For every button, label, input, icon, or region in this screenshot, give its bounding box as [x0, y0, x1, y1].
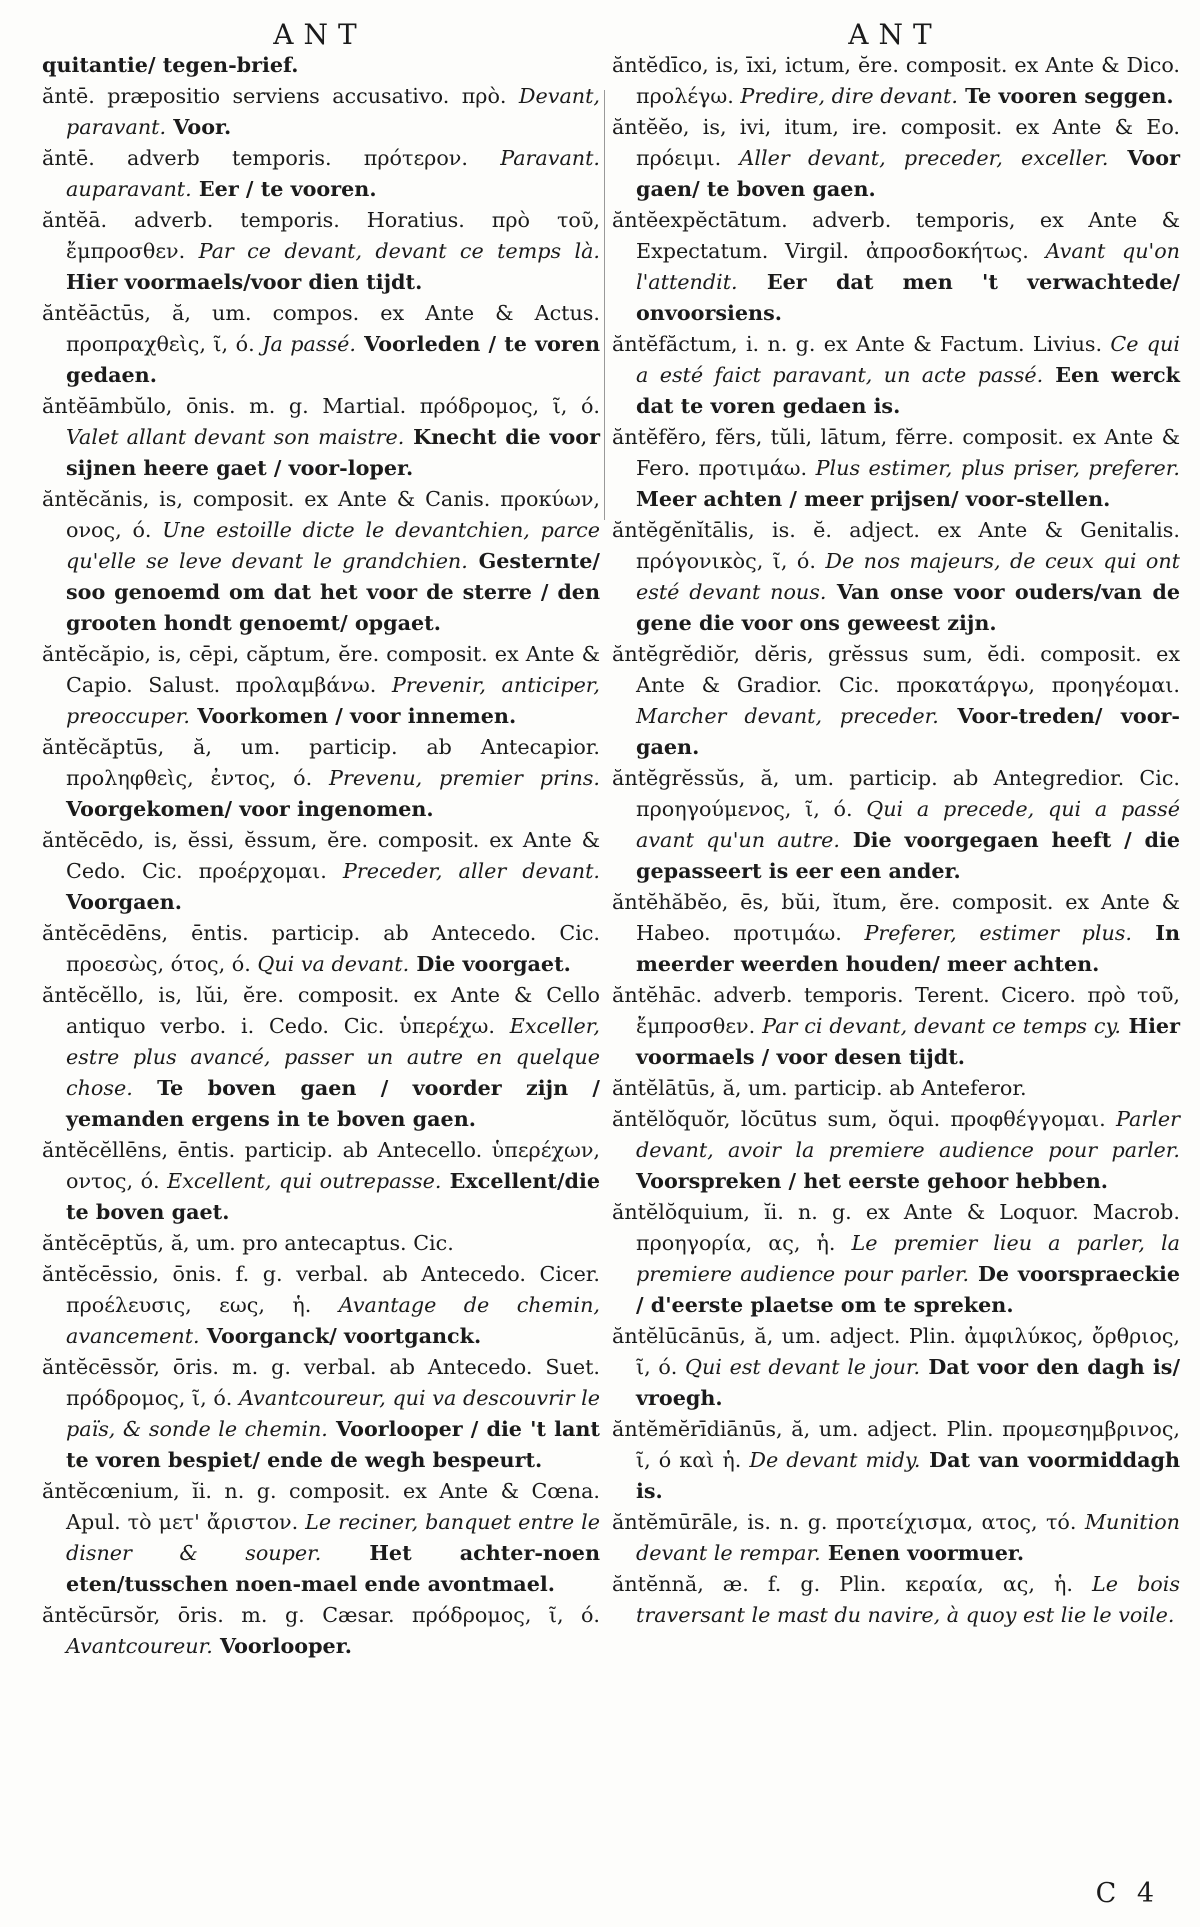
- dictionary-entry: [612, 1073, 1180, 1104]
- entry-latin-text: ăntĕhāc. adverb. temporis. Terent. Cicero. πρὸ τοῦ, ἔμπροσθεν.: [612, 983, 1180, 1038]
- dictionary-entry: [42, 298, 600, 391]
- entry-french-gloss: Avantage de chemin, avancement.: [66, 1293, 600, 1348]
- entry-latin-text: ăntĕcăptūs, ă, um. particip. ab Antecapior. προληφθεὶς, ἐντος, ό.: [42, 735, 600, 790]
- entry-latin-text: ăntĕmūrāle, is. n. g. προτείχισμα, ατος, τό.: [612, 1510, 1077, 1534]
- entry-latin-text: ăntĕcănis, is, composit. ex Ante & Canis. πρoκύων, ονος, ό.: [42, 487, 600, 542]
- entry-french-gloss: Avantcoureur, qui va descouvrir le païs, & sonde le chemin.: [66, 1386, 601, 1441]
- right-column: [612, 50, 1180, 1631]
- dictionary-entry: [42, 50, 600, 81]
- entry-french-gloss: Par ce devant, devant ce temps là.: [185, 239, 600, 263]
- dictionary-entry: [612, 1569, 1180, 1631]
- entry-latin-text: ăntĕcūrsŏr, ōris. m. g. Cæsar. πρόδρομος, ῖ, ό.: [42, 1603, 600, 1627]
- entry-latin-text: ăntĕcēssio, ōnis. f. g. verbal. ab Antecedo. Cicer. προέλευσις, εως, ἡ.: [42, 1262, 600, 1317]
- entry-french-gloss: Excellent, qui outrepasse.: [159, 1169, 442, 1193]
- entry-latin-text: ăntĕfĕro, fĕrs, tŭli, lātum, fĕrre. composit. ex Ante & Fero. προτιμάω.: [612, 425, 1180, 480]
- entry-dutch-gloss: Van onse voor ouders/van de gene die voor ons geweest zijn.: [636, 580, 1180, 635]
- entry-latin-text: ăntĕāctūs, ă, um. compos. ex Ante & Actus. πρoπραχθεὶς, ῖ, ό.: [42, 301, 600, 356]
- dictionary-entry: [612, 1104, 1180, 1197]
- entry-latin-text: ăntĕlātūs, ă, um. particip. ab Anteferor.: [612, 1076, 1027, 1100]
- dictionary-entry: [612, 205, 1180, 329]
- dictionary-entry: [42, 143, 600, 205]
- entry-french-gloss: Preferer, estimer plus.: [841, 921, 1132, 945]
- entry-french-gloss: Une estoille dicte le devantchien, parce qu'elle se leve devant le grandchien.: [66, 518, 600, 573]
- entry-dutch-gloss: Gesternte/ soo genoemd om dat het voor de sterre / den grooten hondt genoemt/ opgaet.: [66, 549, 600, 635]
- entry-dutch-gloss: In meerder weerden houden/ meer achten.: [636, 921, 1181, 976]
- entry-french-gloss: Le reciner, banquet entre le disner & souper.: [66, 1510, 600, 1565]
- right-running-head: ANT: [848, 18, 942, 51]
- entry-dutch-gloss: Voorgekomen/ voor ingenomen.: [66, 797, 434, 821]
- entry-dutch-gloss: quitantie/ tegen-brief.: [42, 53, 299, 77]
- dictionary-entry: [42, 825, 600, 918]
- entry-dutch-gloss: Dat voor den dagh is/ vroegh.: [636, 1355, 1180, 1410]
- dictionary-entry: [42, 1259, 600, 1352]
- dictionary-entry: [42, 1352, 600, 1476]
- entry-latin-text: ăntĕlŏquŏr, lŏcūtus sum, ŏqui. προφθέγγομαι.: [612, 1107, 1106, 1131]
- entry-dutch-gloss: Knecht die voor sijnen heere gaet / voor-loper.: [66, 425, 600, 480]
- entry-french-gloss: Qui a precede, qui a passé avant qu'un autre.: [636, 797, 1180, 852]
- dictionary-entry: [612, 329, 1180, 422]
- entry-french-gloss: Devant, paravant.: [66, 84, 600, 139]
- dictionary-entry: [42, 484, 600, 639]
- dictionary-entry: [42, 918, 600, 980]
- entry-latin-text: ăntĕcēdēns, ēntis. particip. ab Antecedo. Cic. προεσὼς, ότος, ό.: [42, 921, 600, 976]
- dictionary-entry: [612, 980, 1180, 1073]
- entry-latin-text: ăntĕnnă, æ. f. g. Plin. κεραία, ας, ἡ.: [612, 1572, 1073, 1596]
- dictionary-entry: [42, 81, 600, 143]
- entry-dutch-gloss: Voorspreken / het eerste gehoor hebben.: [636, 1169, 1108, 1193]
- entry-french-gloss: Ja passé.: [254, 332, 356, 356]
- entry-latin-text: ăntĕāmbŭlo, ōnis. m. g. Martial. πρόδρομος, ῖ, ό.: [42, 394, 600, 418]
- entry-french-gloss: Aller devant, preceder, exceller.: [721, 146, 1109, 170]
- entry-french-gloss: Ce qui a esté faict paravant, un acte passé.: [636, 332, 1180, 387]
- entry-french-gloss: Exceller, estre plus avancé, passer un autre en quelque chose.: [66, 1014, 600, 1100]
- entry-latin-text: ăntĕexpĕctātum. adverb. temporis, ex Ante & Expectatum. Virgil. ἀπροσδοκήτως.: [612, 208, 1180, 263]
- dictionary-entry: [42, 732, 600, 825]
- entry-dutch-gloss: Eer dat men 't verwachtede/ onvoorsiens.: [636, 270, 1180, 325]
- entry-dutch-gloss: Voorkomen / voor innemen.: [190, 704, 517, 728]
- dictionary-entry: [612, 1414, 1180, 1507]
- entry-dutch-gloss: Te vooren seggen.: [957, 84, 1174, 108]
- entry-latin-text: ăntĕgrĕdiŏr, dĕris, grĕssus sum, ĕdi. composit. ex Ante & Gradior. Cic. προκατάργω, προηγέομαι.: [612, 642, 1180, 697]
- entry-french-gloss: Le bois traversant le mast du navire, à quoy est lie le voile.: [636, 1572, 1180, 1627]
- entry-french-gloss: Qui va devant.: [250, 952, 410, 976]
- dictionary-entry: [612, 1507, 1180, 1569]
- left-column: [42, 50, 600, 1662]
- entry-dutch-gloss: Hier voormaels / voor desen tijdt.: [636, 1014, 1180, 1069]
- entry-latin-text: ăntĕmĕrīdiānūs, ă, um. adject. Plin. προμεσημβρινος, ῖ, ό καὶ ἡ.: [612, 1417, 1180, 1472]
- entry-dutch-gloss: Meer achten / meer prijsen/ voor-stellen.: [636, 487, 1111, 511]
- entry-latin-text: ăntĕcĕllo, is, lŭi, ĕre. composit. ex Ante & Cello antiquo verbo. i. Cedo. Cic. ὑπερέχω.: [42, 983, 600, 1038]
- entry-french-gloss: De devant midy.: [741, 1448, 921, 1472]
- entry-latin-text: ăntĕcăpio, is, cēpi, căptum, ĕre. composit. ex Ante & Capio. Salust. προλαμβάνω.: [42, 642, 600, 697]
- entry-french-gloss: Marcher devant, preceder.: [636, 704, 939, 728]
- entry-french-gloss: Prevenu, premier prins.: [312, 766, 600, 790]
- dictionary-entry: [42, 1600, 600, 1662]
- signature-mark: C 4: [1095, 1878, 1160, 1909]
- entry-french-gloss: Avant qu'on l'attendit.: [636, 239, 1180, 294]
- entry-latin-text: ăntĕā. adverb. temporis. Horatius. πρὸ τοῦ, ἔμπροσθεν.: [42, 208, 600, 263]
- entry-dutch-gloss: Hier voormaels/voor dien tijdt.: [66, 270, 423, 294]
- entry-dutch-gloss: Voorlooper.: [212, 1634, 352, 1658]
- dictionary-entry: [612, 50, 1180, 112]
- entry-dutch-gloss: Het achter-noen eten/tusschen noen-mael ende avontmael.: [66, 1541, 600, 1596]
- entry-latin-text: ăntĕcĕllēns, ēntis. particip. ab Antecello. ὑπερέχων, οντος, ό.: [42, 1138, 600, 1193]
- entry-latin-text: ăntĕcēdo, is, ĕssi, ĕssum, ĕre. composit. ex Ante & Cedo. Cic. προέρχομαι.: [42, 828, 600, 883]
- entry-french-gloss: Predire, dire devant.: [733, 84, 958, 108]
- entry-dutch-gloss: Eenen voormuer.: [820, 1541, 1025, 1565]
- entry-french-gloss: Prevenir, anticiper, preoccuper.: [66, 673, 600, 728]
- entry-dutch-gloss: Die voorgegaen heeft / die gepasseert is eer een ander.: [636, 828, 1180, 883]
- entry-latin-text: ăntĕgĕnĭtālis, is. ĕ. adject. ex Ante & Genitalis. πρόγονικὸς, ῖ, ό.: [612, 518, 1180, 573]
- entry-dutch-gloss: Dat van voormiddagh is.: [636, 1448, 1180, 1503]
- entry-dutch-gloss: De voorspraeckie / d'eerste plaetse om te spreken.: [636, 1262, 1180, 1317]
- entry-french-gloss: Avantcoureur.: [66, 1634, 213, 1658]
- entry-french-gloss: Qui est devant le jour.: [677, 1355, 921, 1379]
- entry-dutch-gloss: Die voorgaet.: [409, 952, 571, 976]
- dictionary-entry: [612, 112, 1180, 205]
- entry-latin-text: ăntĕfăctum, i. n. g. ex Ante & Factum. Livius.: [612, 332, 1103, 356]
- dictionary-entry: [42, 1476, 600, 1600]
- left-running-head: ANT: [273, 18, 367, 51]
- dictionary-entry: [612, 1197, 1180, 1321]
- dictionary-entry: [612, 422, 1180, 515]
- entry-latin-text: ăntĕlŏquium, ĭi. n. g. ex Ante & Loquor. Macrob. προηγορία, ας, ἡ.: [612, 1200, 1180, 1255]
- dictionary-entry: [612, 763, 1180, 887]
- entry-dutch-gloss: Te boven gaen / voorder zijn / yemanden ergens in te boven gaen.: [66, 1076, 600, 1131]
- entry-dutch-gloss: Voor-treden/ voor-gaen.: [636, 704, 1180, 759]
- dictionary-entry: [612, 887, 1180, 980]
- entry-french-gloss: Paravant. auparavant.: [66, 146, 601, 201]
- entry-latin-text: ăntē. adverb temporis. πρότερον.: [42, 146, 468, 170]
- entry-dutch-gloss: Eer / te vooren.: [191, 177, 377, 201]
- entry-latin-text: ăntĕhăbĕo, ēs, bŭi, ĭtum, ĕre. composit. ex Ante & Habeo. προτιμάω.: [612, 890, 1180, 945]
- entry-dutch-gloss: Voor.: [166, 115, 232, 139]
- dictionary-entry: [612, 1321, 1180, 1414]
- entry-dutch-gloss: Voor gaen/ te boven gaen.: [636, 146, 1180, 201]
- entry-latin-text: ăntĕcēssŏr, ōris. m. g. verbal. ab Antecedo. Suet. πρόδρομος, ῖ, ό.: [42, 1355, 600, 1410]
- entry-french-gloss: De nos majeurs, de ceux qui ont esté devant nous.: [636, 549, 1180, 604]
- entry-latin-text: ăntĕcœnium, ĭi. n. g. composit. ex Ante & Cœna. Apul. τὸ μετ' ἄριστον.: [42, 1479, 600, 1534]
- entry-dutch-gloss: Voorganck/ voortganck.: [199, 1324, 482, 1348]
- entry-french-gloss: Parler devant, avoir la premiere audience pour parler.: [636, 1107, 1180, 1162]
- column-rule: [604, 90, 605, 520]
- dictionary-entry: [42, 980, 600, 1135]
- dictionary-entry: [612, 515, 1180, 639]
- entry-dutch-gloss: Een werck dat te voren gedaen is.: [636, 363, 1180, 418]
- dictionary-entry: [42, 639, 600, 732]
- entry-french-gloss: Munition devant le rempar.: [636, 1510, 1180, 1565]
- entry-dutch-gloss: Voorlooper / die 't lant te voren bespiet/ ende de wegh bespeurt.: [66, 1417, 600, 1472]
- dictionary-entry: [42, 391, 600, 484]
- entry-french-gloss: Plus estimer, plus priser, preferer.: [807, 456, 1180, 480]
- entry-dutch-gloss: Excellent/die te boven gaet.: [66, 1169, 600, 1224]
- entry-latin-text: ăntē. præpositio serviens accusativo. πρὸ.: [42, 84, 507, 108]
- entry-latin-text: ăntĕcēptŭs, ă, um. pro antecaptus. Cic.: [42, 1231, 454, 1255]
- entry-latin-text: ăntĕĕo, is, ivi, itum, ire. composit. ex Ante & Eo. πρόειμι.: [612, 115, 1180, 170]
- entry-french-gloss: Le premier lieu a parler, la premiere audience pour parler.: [636, 1231, 1180, 1286]
- entry-french-gloss: Preceder, aller devant.: [326, 859, 600, 883]
- entry-latin-text: ăntĕgrĕssŭs, ă, um. particip. ab Antegredior. Cic. προηγούμενος, ῖ, ό.: [612, 766, 1180, 821]
- entry-dutch-gloss: Voorleden / te voren gedaen.: [66, 332, 600, 387]
- dictionary-entry: [42, 1135, 600, 1228]
- dictionary-entry: [42, 205, 600, 298]
- dictionary-entry: [612, 639, 1180, 763]
- entry-dutch-gloss: Voorgaen.: [66, 890, 182, 914]
- entry-french-gloss: Valet allant devant son maistre.: [66, 425, 405, 449]
- entry-latin-text: ăntĕlūcānūs, ă, um. adject. Plin. ἀμφιλύκος, ὄρθριος, ῖ, ό.: [612, 1324, 1180, 1379]
- entry-latin-text: ăntĕdīco, is, īxi, ictum, ĕre. composit. ex Ante & Dico. προλέγω.: [612, 53, 1180, 108]
- entry-french-gloss: Par ci devant, devant ce temps cy.: [755, 1014, 1121, 1038]
- dictionary-entry: [42, 1228, 600, 1259]
